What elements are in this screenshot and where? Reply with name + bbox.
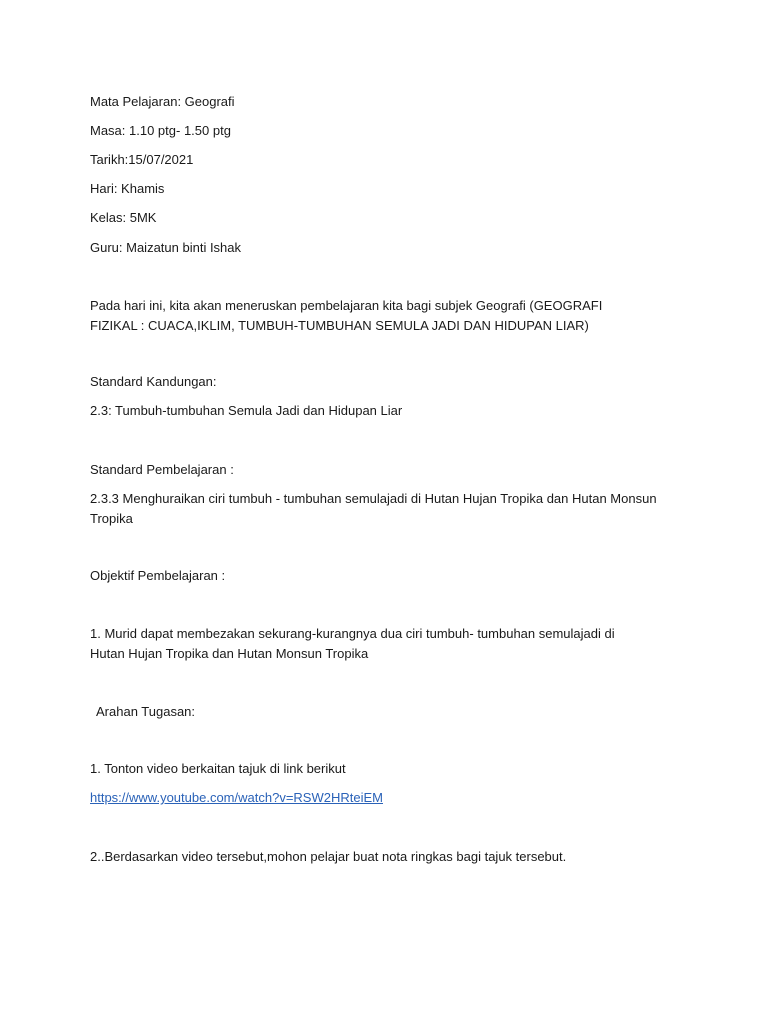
learning-standard-text: 2.3.3 Menghuraikan ciri tumbuh - tumbuhan semulajadi di Hutan Hujan Tropika dan Hutan Monsun Tropika [90,491,657,526]
task-item-1: 1. Tonton video berkaitan tajuk di link berikut [90,761,346,776]
task-item-2: 2..Berdasarkan video tersebut,mohon pelajar buat nota ringkas bagi tajuk tersebut. [90,849,567,864]
teacher-line: Guru: Maizatun binti Ishak [90,240,242,255]
subject-line: Mata Pelajaran: Geografi [90,94,235,109]
intro-paragraph: Pada hari ini, kita akan meneruskan pembelajaran kita bagi subjek Geografi (GEOGRAFI FIZIKAL : CUACA,IKLIM, TUMBUH-TUMBUHAN SEMULA JADI DAN HIDUPAN LIAR) [90,298,603,333]
content-standard-heading: Standard Kandungan: [90,374,217,389]
time-line: Masa: 1.10 ptg- 1.50 ptg [90,123,231,138]
youtube-link[interactable]: https://www.youtube.com/watch?v=RSW2HRteiEM [90,790,383,805]
content-standard-text: 2.3: Tumbuh-tumbuhan Semula Jadi dan Hidupan Liar [90,403,403,418]
objective-item-1: 1. Murid dapat membezakan sekurang-kurangnya dua ciri tumbuh- tumbuhan semulajadi di Hutan Hujan Tropika dan Hutan Monsun Tropika [90,626,615,661]
learning-standard-heading: Standard Pembelajaran : [90,462,234,477]
objectives-heading: Objektif Pembelajaran : [90,568,226,583]
date-line: Tarikh:15/07/2021 [90,152,194,167]
tasks-heading: Arahan Tugasan: [96,704,196,719]
day-line: Hari: Khamis [90,181,165,196]
class-line: Kelas: 5MK [90,210,157,225]
